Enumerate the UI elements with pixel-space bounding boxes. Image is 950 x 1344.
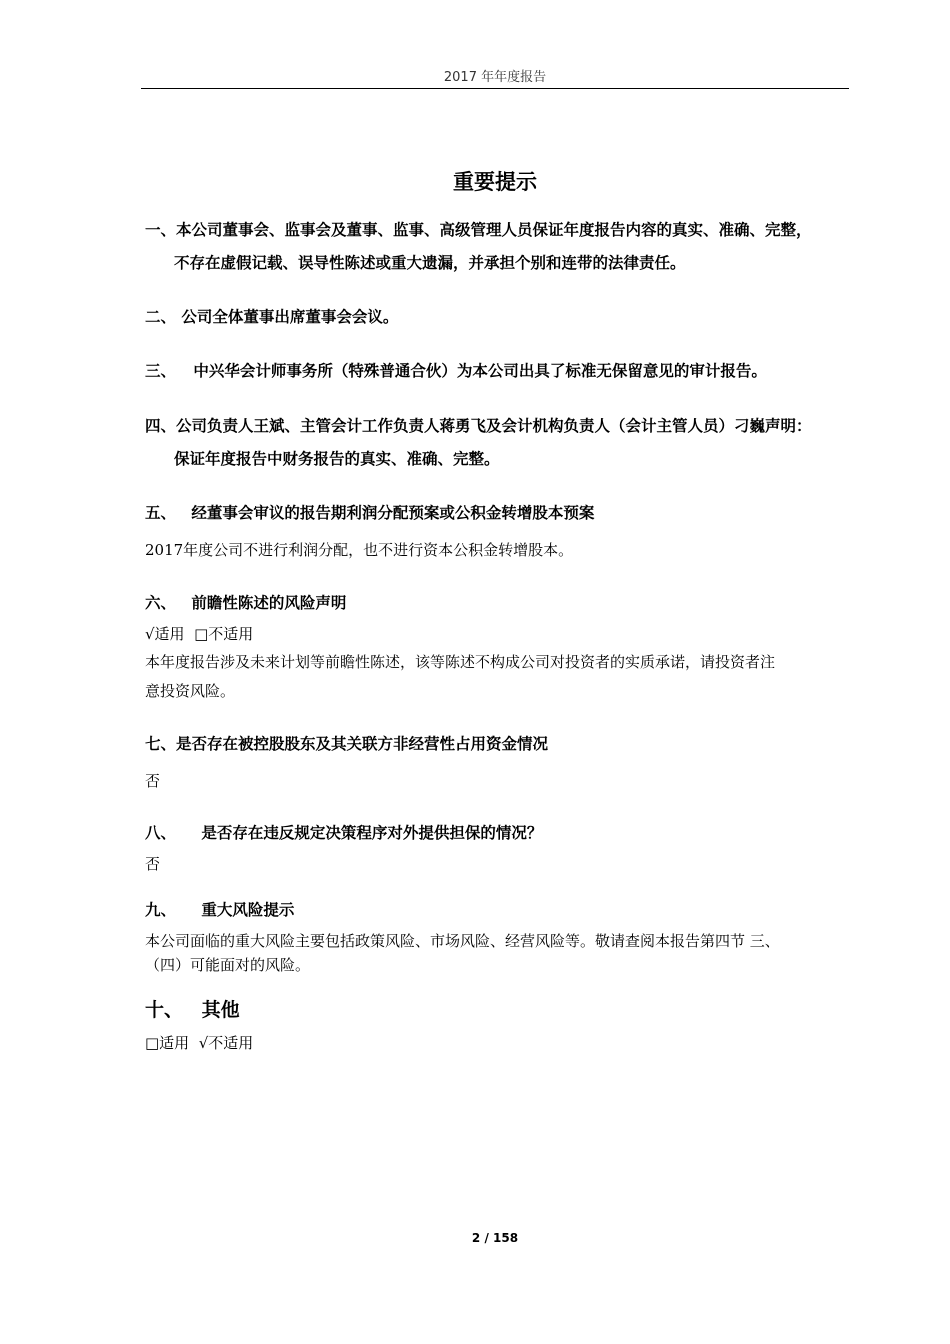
section-5-number: 五、 <box>145 504 177 522</box>
section-6-number: 六、 <box>145 594 177 612</box>
section-9-heading <box>145 898 294 920</box>
section-2 <box>145 305 398 327</box>
section-1-line-1 <box>145 218 812 240</box>
section-8-heading <box>145 821 542 843</box>
section-9-number: 九、 <box>145 901 177 919</box>
page-header: 2017 年年度报告 <box>443 70 547 85</box>
section-3-number: 三、 <box>145 362 177 380</box>
section-3 <box>145 359 767 381</box>
section-2-text: 公司全体董事出席董事会会议。 <box>181 308 399 326</box>
section-6-body-2: 意投资风险。 <box>145 682 236 700</box>
section-6-heading <box>145 591 346 613</box>
section-4-text-2: 保证年度报告中财务报告的真实、准确、完整。 <box>174 450 500 468</box>
section-10-number: 十、 <box>145 999 184 1021</box>
section-5-body: 2017年度公司不进行利润分配，也不进行资本公积金转增股本。 <box>145 541 574 559</box>
page-title: 重要提示 <box>453 170 537 194</box>
section-10-applicability: □适用 √不适用 <box>145 1034 254 1052</box>
section-10-heading <box>145 995 240 1022</box>
section-3-text: 中兴华会计师事务所（特殊普通合伙）为本公司出具了标准无保留意见的审计报告。 <box>193 362 767 380</box>
section-9-body-2: （四）可能面对的风险。 <box>145 956 311 974</box>
section-7-number: 七、 <box>145 735 177 753</box>
section-6-body-1: 本年度报告涉及未来计划等前瞻性陈述，该等陈述不构成公司对投资者的实质承诺，请投资者注 <box>145 653 776 671</box>
section-8-body: 否 <box>145 855 161 873</box>
section-5-heading-text: 经董事会审议的报告期利润分配预案或公积金转增股本预案 <box>191 504 595 522</box>
section-4-line-1 <box>145 414 812 436</box>
section-9-body-1: 本公司面临的重大风险主要包括政策风险、市场风险、经营风险等。敬请查阅本报告第四节 三、 <box>145 932 780 950</box>
section-6-applicability: √适用 □不适用 <box>145 625 254 643</box>
section-8-heading-text: 是否存在违反规定决策程序对外提供担保的情况？ <box>201 824 543 842</box>
section-6-heading-text: 前瞻性陈述的风险声明 <box>191 594 347 612</box>
section-7-heading-text: 是否存在被控股股东及其关联方非经营性占用资金情况 <box>176 735 549 753</box>
section-9-heading-text: 重大风险提示 <box>201 901 295 919</box>
section-4-text-1: 公司负责人王斌、主管会计工作负责人蒋勇飞及会计机构负责人（会计主管人员）刁巍声明： <box>176 417 812 435</box>
header-divider <box>141 88 849 89</box>
section-2-number: 二、 <box>145 308 177 326</box>
section-8-number: 八、 <box>145 824 177 842</box>
section-1-text-2: 不存在虚假记载、误导性陈述或重大遗漏，并承担个别和连带的法律责任。 <box>174 254 686 272</box>
section-1-number: 一、 <box>145 221 177 239</box>
section-4-number: 四、 <box>145 417 177 435</box>
section-5-heading <box>145 501 594 523</box>
section-1-text-1: 本公司董事会、监事会及董事、监事、高级管理人员保证年度报告内容的真实、准确、完整， <box>176 221 812 239</box>
section-10-heading-text: 其他 <box>201 999 240 1021</box>
section-7-heading <box>145 732 548 754</box>
page-number: 2 / 158 <box>471 1231 519 1245</box>
section-7-body: 否 <box>145 772 161 790</box>
